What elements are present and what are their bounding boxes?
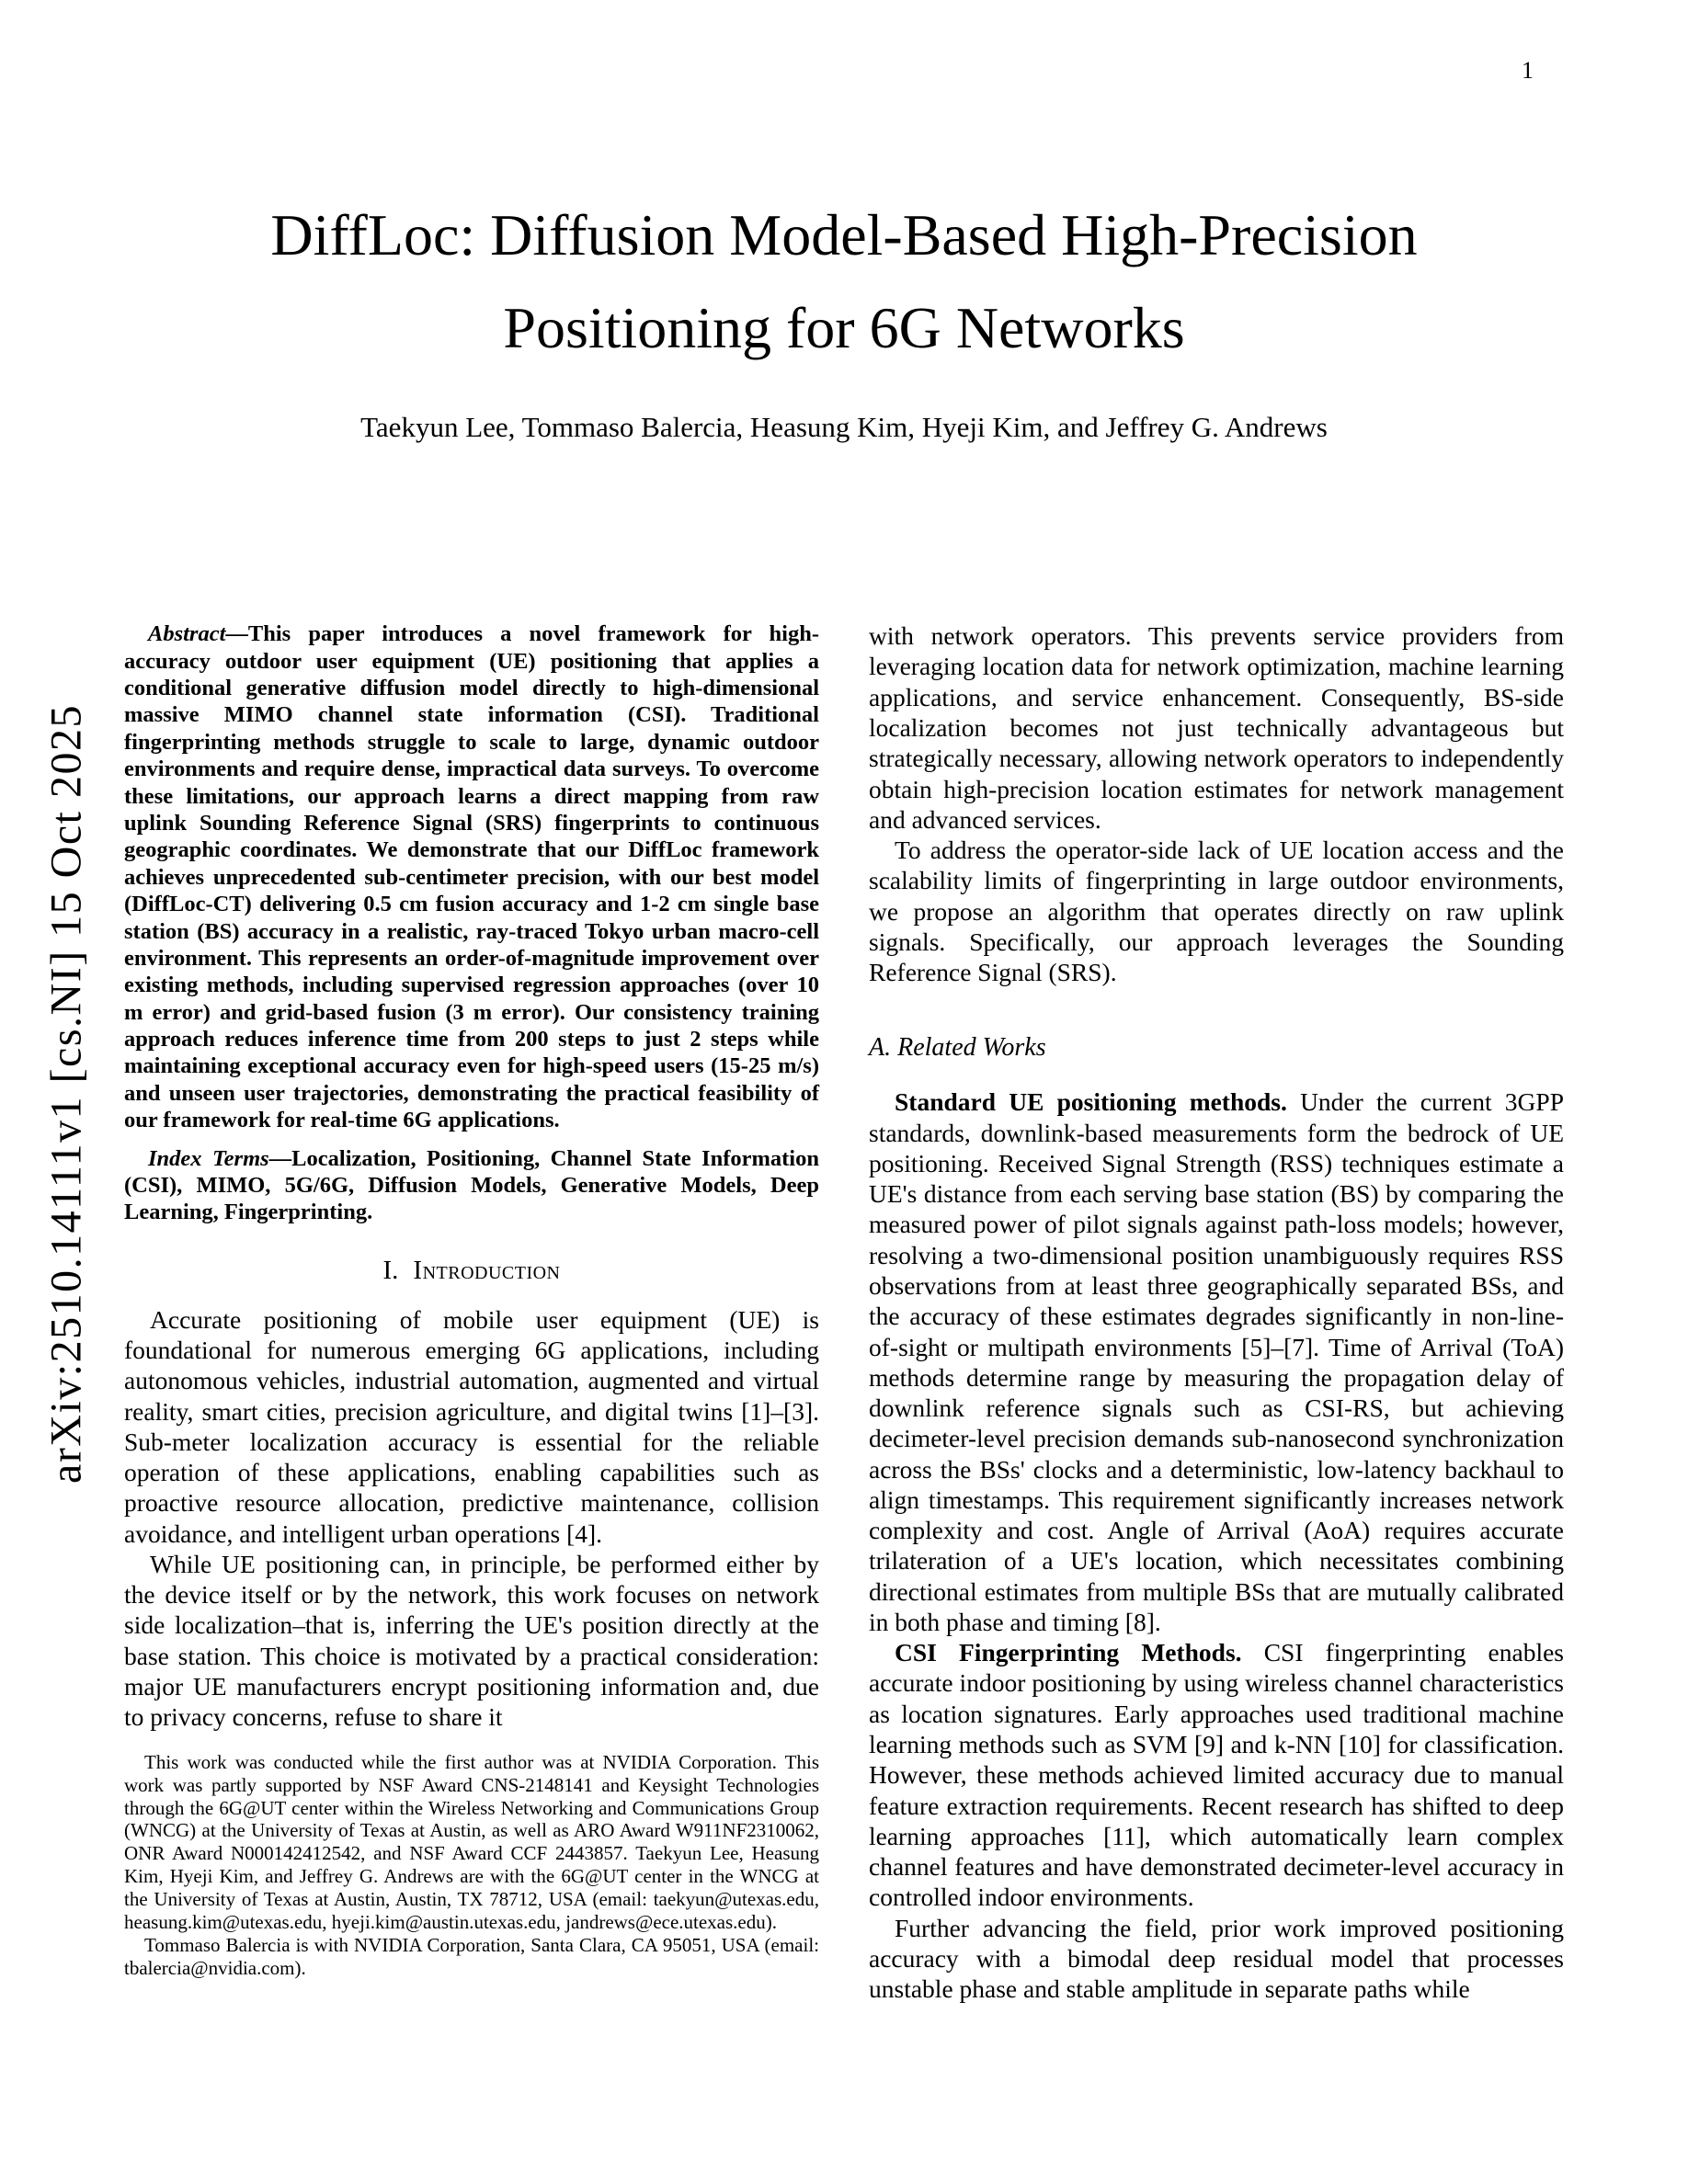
intro-paragraph-1: Accurate positioning of mobile user equipment (UE) is foundational for numerous emerging 6G applications, including autonomous vehicles, industrial automation, augmented and virtual reality, smart cities, precision agriculture, and digital twins [1]–[3]. Sub-meter localization accuracy is essential for the reliable operation of these applications, enabling capabilities such as proactive resource allocation, predictive maintenance, collision avoidance, and intelligent urban operations [4]. — [124, 1304, 819, 1548]
related-works-lead-2: CSI Fingerprinting Methods. — [895, 1638, 1242, 1667]
page-number: 1 — [1522, 57, 1534, 84]
right-column — [869, 620, 1564, 2004]
abstract-label: Abstract — [148, 621, 226, 647]
related-works-text-1: Under the current 3GPP standards, downlink-based measurements form the bedrock of UE positioning. Received Signal Strength (RSS) techniques estimate a UE's distance from each serving base station (BS) by comparing the measured power of pilot signals against path-loss models; however, resolving a two-dimensional position unambiguously requires RSS observations from at least three geographically separated BSs, and the accuracy of these estimates degrades significantly in non-line-of-sight or multipath environments [5]–[7]. Time of Arrival (ToA) methods determine range by measuring the propagation delay of downlink reference signals such as CSI-RS, but achieving decimeter-level precision demands sub-nanosecond synchronization across the BSs' clocks and a deterministic, low-latency backhaul to align timestamps. This requirement significantly increases network complexity and cost. Angle of Arrival (AoA) requires accurate trilateration of a UE's location, which necessitates combining directional estimates from multiple BSs that are mutually calibrated in both phase and timing [8]. — [869, 1087, 1564, 1636]
related-works-lead-1: Standard UE positioning methods. — [895, 1087, 1287, 1117]
paper-title — [124, 188, 1564, 374]
related-works-paragraph-3 — [869, 1913, 1564, 2005]
index-terms-text: —Localization, Positioning, Channel State Information (CSI), MIMO, 5G/6G, Diffusion Models, Generative Models, Deep Learning, Fingerprinting. — [124, 1145, 819, 1225]
related-works-text-2: CSI fingerprinting enables accurate indoor positioning by using wireless channel characteristics as location signatures. Early approaches used traditional machine learning methods such as SVM [9] and k-NN [10] for classification. However, these methods achieved limited accuracy due to manual feature extraction requirements. Recent research has shifted to deep learning approaches [11], which automatically learn complex channel features and have demonstrated decimeter-level accuracy in controlled indoor environments. — [869, 1638, 1564, 1912]
related-works-paragraph-1 — [869, 1086, 1564, 1637]
abstract-text: —This paper introduces a novel framework for high-accuracy outdoor user equipment (UE) positioning that applies a conditional generative diffusion model directly to high-dimensional massive MIMO channel state information (CSI). Traditional fingerprinting methods struggle to scale to large, dynamic outdoor environments and require dense, impractical data surveys. To overcome these limitations, our approach learns a direct mapping from raw uplink Sounding Reference Signal (SRS) fingerprints to continuous geographic coordinates. We demonstrate that our DiffLoc framework achieves unprecedented sub-centimeter precision, with our best model (DiffLoc-CT) delivering 0.5 cm fusion accuracy and 1-2 cm single base station (BS) accuracy in a realistic, ray-traced Tokyo urban macro-cell environment. This represents an order-of-magnitude improvement over existing methods, including supervised regression approaches (over 10 m error) and grid-based fusion (3 m error). Our consistency training approach reduces inference time from 200 steps to just 2 steps while maintaining exceptional accuracy even for high-speed users (15-25 m/s) and unseen user trajectories, demonstrating the practical feasibility of our framework for real-time 6G applications. — [124, 621, 819, 1133]
body-paragraph-continuation: with network operators. This prevents service providers from leveraging location data for network optimization, machine learning applications, and service enhancement. Consequently, BS-side localization becomes not just technically advantageous but strategically necessary, allowing network operators to independently obtain high-precision location estimates for network management and advanced services. — [869, 621, 1564, 834]
index-terms-paragraph — [124, 1145, 819, 1226]
left-column — [124, 620, 819, 2004]
section-number: I. — [382, 1255, 399, 1285]
subsection-heading-related-works: A. Related Works — [869, 1033, 1046, 1063]
index-terms-label: Index Terms — [148, 1145, 269, 1171]
body-paragraph-2: To address the operator-side lack of UE location access and the scalability limits of fingerprinting in large outdoor environments, we propose an algorithm that operates directly on raw uplink signals. Specifically, our approach leverages the Sounding Reference Signal (SRS). — [869, 836, 1564, 987]
paper-title-line2: Positioning for 6G Networks — [503, 295, 1185, 361]
footnote-1: This work was conducted while the first author was at NVIDIA Corporation. This work was partly supported by NSF Award CNS-2148141 and Keysight Technologies through the 6G@UT center within the Wireless Networking and Communications Group (WNCG) at the University of Texas at Austin, as well as ARO Award W911NF2310062, ONR Award N000142412542, and NSF Award CCF 2443857. Taekyun Lee, Heasung Kim, Hyeji Kim, and Jeffrey G. Andrews are with the 6G@UT center in the WNCG at the University of Texas at Austin, Austin, TX 78712, USA (email: taekyun@utexas.edu, heasung.kim@utexas.edu, hyeji.kim@austin.utexas.edu, jandrews@ece.utexas.edu). — [124, 1750, 819, 1934]
intro-paragraph-2: While UE positioning can, in principle, be performed either by the device itself or by the network, this work focuses on network side localization–that is, inferring the UE's position directly at the base station. This choice is motivated by a practical consideration: major UE manufacturers encrypt positioning information and, due to privacy concerns, refuse to share it — [124, 1549, 819, 1732]
paper-header — [124, 0, 1564, 444]
section-title: Introduction — [413, 1255, 561, 1285]
arxiv-watermark: arXiv:2510.14111v1 [cs.NI] 15 Oct 2025 — [41, 704, 91, 1484]
two-column-body — [124, 620, 1564, 2004]
footnote-2: Tommaso Balercia is with NVIDIA Corporation, Santa Clara, CA 95051, USA (email: tbalercia@nvidia.com). — [124, 1934, 819, 1980]
footnote-block — [124, 1751, 819, 1981]
authors-line: Taekyun Lee, Tommaso Balercia, Heasung Kim, Hyeji Kim, and Jeffrey G. Andrews — [360, 411, 1328, 444]
related-works-text-3: Further advancing the field, prior work improved positioning accuracy with a bimodal deep residual model that processes unstable phase and stable amplitude in separate paths while — [869, 1913, 1564, 2004]
related-works-paragraph-2 — [869, 1637, 1564, 1912]
section-heading-introduction — [124, 1256, 819, 1286]
paper-title-line1: DiffLoc: Diffusion Model-Based High-Precision — [270, 202, 1418, 267]
abstract-paragraph — [124, 620, 819, 1133]
